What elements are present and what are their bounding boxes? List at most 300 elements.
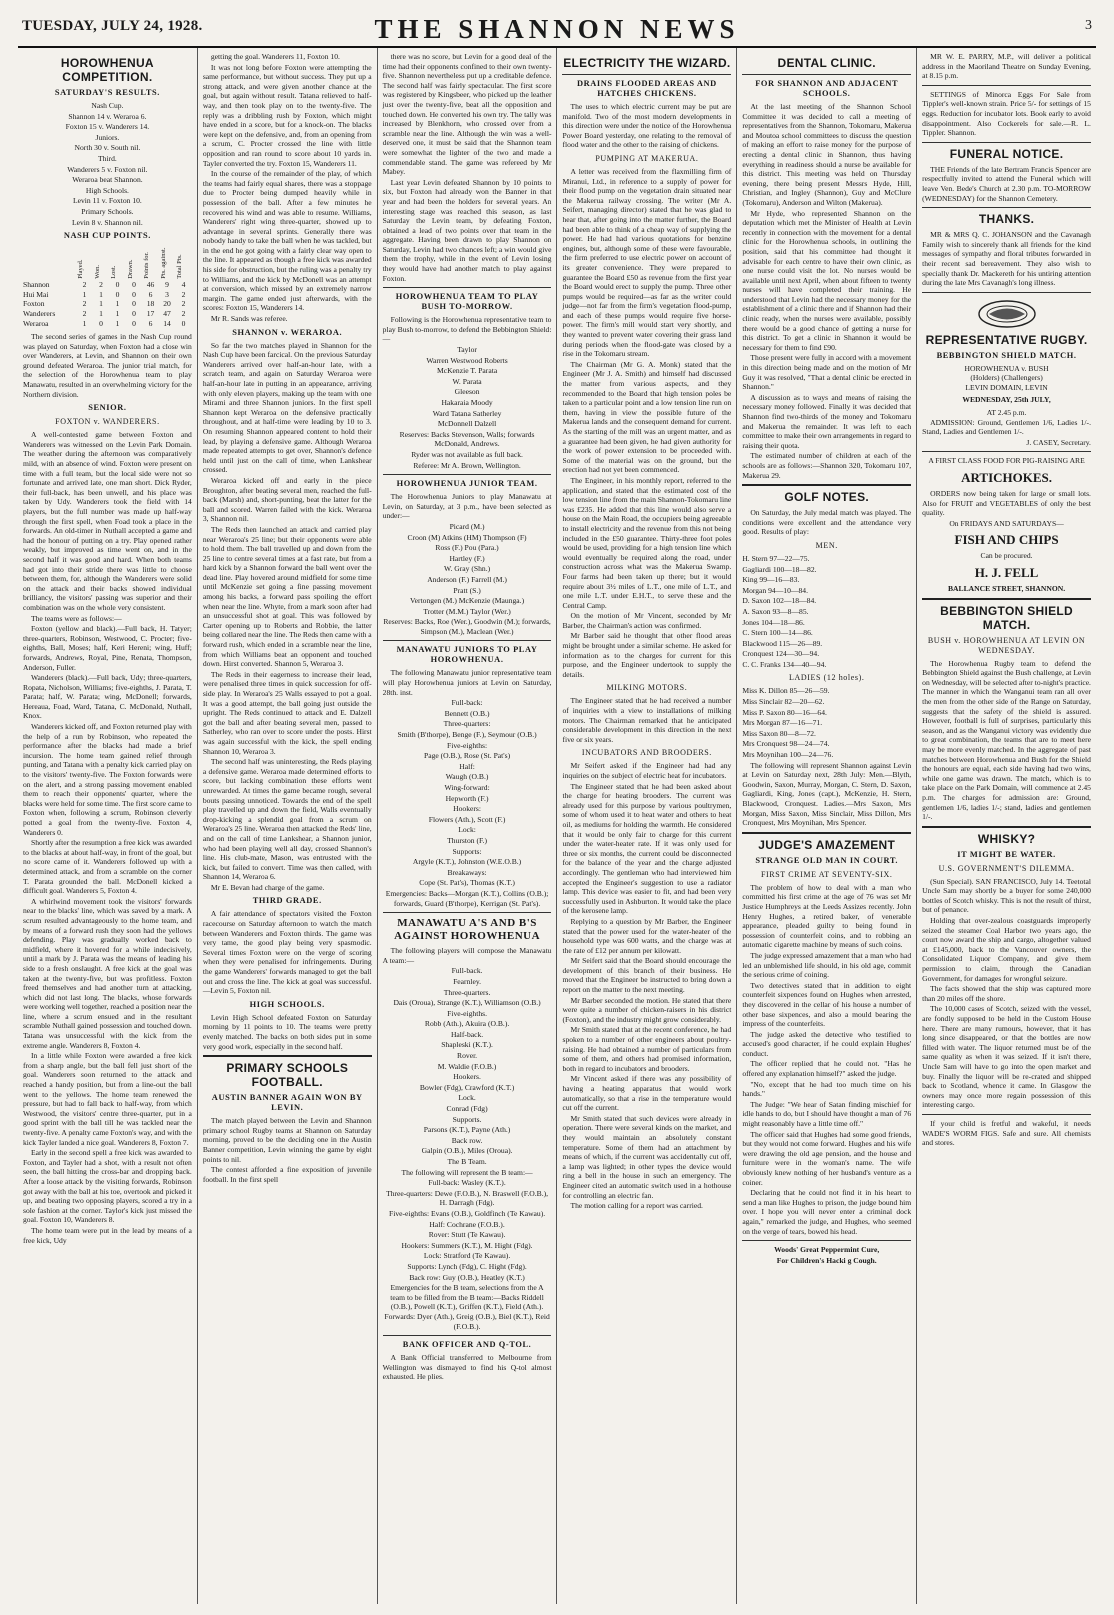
table-cell: Shannon: [23, 280, 50, 290]
team-line: Galpin (O.B.), Miles (Oroua).: [421, 1146, 513, 1156]
team-line: Wing-forward:: [444, 783, 490, 792]
score-line: H. Stern 97—22—75.: [742, 553, 810, 563]
procured-text: Can be procured.: [980, 551, 1033, 561]
table-header: [93, 244, 110, 280]
orders-text: ORDERS now being taken for large or small lots. Also for FRUIT and VEGETABLES of only the best quality.: [922, 489, 1091, 518]
table-cell: 0: [132, 318, 136, 328]
team-line: Flowers (Ath.), Scott (F.): [428, 814, 506, 824]
paragraph: Holding that over-zealous coastguards improperly seized the steamer Coal Harbor two years ago, the court now award the ship and cargo, altogether valued at £145,000, back to the Vancouver owners, the Consolidated Liquor Company, and give them permission to claim, through the Canadian Government, for damages for wrongful seizure.: [922, 916, 1091, 983]
headline-judges-amazement: JUDGE'S AMAZEMENT: [758, 837, 896, 852]
table-cell: 0: [115, 280, 120, 290]
subhead-austin-banner: AUSTIN BANNER AGAIN WON BY LEVIN.: [211, 1093, 363, 1113]
golf-intro: On Saturday, the July medal match was played. The conditions were excellent and the attendance very good. Results of play:: [742, 508, 912, 537]
table-cell: 0: [132, 289, 136, 299]
paragraph: The uses to which electric current may be put are manifold. Two of the most modern developments in this direction were under the notice of the Horowhenua Power Board yesterday, one relating to the removal of flood water and the other to the raising of chickens.: [562, 102, 732, 150]
paragraph: Mr Smith stated that at the recent conference, he had spoken to a number of other engineers about poultry-raising. He had obtained a number of particulars from some of them, and others had promised information, both in regard to incubators and brooders.: [562, 1025, 732, 1073]
paragraph: The 10,000 cases of Scotch, seized with the vessel, are fondly supposed to be held in the Custom House here. There are many rumours, however, that it has long since disappeared, or that the bottles are now filled with water. The liquor returned must be of the same quality as when it was seized. If it isn't there, Uncle Sam will have to go into the open market and buy. Finally the liquor will be re-crated and shipped back to Scotland, whence it came. In Glasgow the owners may once more regain possession of this interesting cargo.: [922, 1004, 1091, 1110]
team-line: Five-eighths:: [447, 740, 488, 750]
subhead-ladies: LADIES (12 holes).: [788, 673, 865, 683]
score-line: C. Stern 100—14—86.: [742, 628, 813, 638]
fell-name: H. J. FELL: [974, 565, 1039, 580]
team-line: Full-back.: [451, 966, 483, 976]
whisky-report: [922, 877, 1091, 1110]
team-line: Anderson (F.) Farrell (M.): [427, 574, 507, 584]
headline-whisky: WHISKY?: [977, 831, 1036, 846]
table-cell: 47: [163, 308, 171, 318]
table-cell: 0: [132, 308, 136, 318]
table-cell: 0: [132, 280, 136, 290]
result-line: Primary Schools.: [81, 206, 134, 216]
ad-line: For Children's Hacki g Cough.: [776, 1255, 877, 1265]
result-line: Juniors.: [95, 132, 120, 142]
issue-date: TUESDAY, JULY 24, 1928.: [22, 18, 203, 34]
paragraph: Mr Hyde, who represented Shannon on the deputation which met the Minister of Health at Levin recently in connection with the movement for a dental clinic for the Horowhenua schools, in outlining the position, said that his committee had thought it advisable for each centre to have their own clinic, as one nurse could visit the lot. No nurses would be available until next April, when about fifteen to twenty nurses will have completed their training. He understood that Levin had the necessary money for the establishment of a clinic there and if Shannon had their clinic ready, when the nurses were available, possibly there would be a good chance of getting a nurse for this district. To get a clinic in Shannon it would be necessary for them to find £90.: [742, 208, 912, 352]
team-line: Supports.: [452, 1114, 482, 1124]
subhead-us-dilemma: U.S. GOVERNMENT'S DILEMMA.: [938, 863, 1075, 873]
team-line: Three-quarters:: [443, 719, 491, 729]
table-cell: 17: [146, 308, 155, 318]
paragraph: The Reds in their eagerness to increase their lead, were penalised three times in quick succession for off-side play. In Weraroa's 25 Walls essayed to pot a goal. It was a good attempt, the ball going just outside the upright. The Reds continued to attack and E. Dalzell got the ball and after beating several men, passed to Satherley, who ran over to score under the posts. Hirst was again successful with the kick, the spell ending Shannon 10, Weraroa 3.: [202, 669, 372, 756]
subhead-nash-cup-points: NASH CUP POINTS.: [63, 231, 151, 241]
rugby-admission: ADMISSION: Ground, Gentlemen 1/6, Ladies 1/-. Stand, Ladies and Gentlemen 1/-.: [922, 417, 1091, 437]
paragraph: The officer said that Hughes had some good friends, but they would not come forward. Hughes and his wife were drawing the old age pension, and the house and furniture were in the woman's name. The wife obviously knew nothing of her husband's venture as a coiner.: [742, 1129, 912, 1187]
golf-team-list: The following will represent Shannon against Levin at Levin on Saturday next, 28th July: Men.—Blyth, Goodwin, Saxon, Murray, Morgan, C. Stern, D. Saxon, Gagliardi, King, Jones (capt.), McKenzie, H. Stern, Blackwood, Cronquest. Ladies.—Mrs Saxon, Mrs Morgan, Miss Saxon, Miss Sinclair, Miss Dillon, Mrs Cronquest, Mrs Moynihan, Mrs Spencer.: [742, 760, 912, 828]
table-header-label: Lost.: [110, 265, 118, 279]
milking-report: [562, 696, 731, 744]
table-header: [126, 244, 143, 280]
divider: [203, 1055, 372, 1057]
paragraph: The problem of how to deal with a man who committed his first crime at the age of 76 was set Mr Justice Humphreys at the Leeds Assizes recently. John Henry Hughes, a retired baker, of venerable appearance, pleaded guilty to being found in possession of counterfeit coins, and to robbing an automatic cigarette machine by means of such coins.: [742, 882, 912, 950]
funeral-notice-text: THE Friends of the late Bertram Francis Spencer are respectfully invited to attend the Funeral which will leave Ven. Bede's Church at 2.30 p.m. TO-MORROW (WEDNESDAY) for the Shannon Cemetery.: [922, 164, 1091, 203]
rugby-match: HOROWHENUA v. BUSH: [964, 363, 1049, 373]
junior-team-intro: The Horowhenua Juniors to play Manawatu at Levin, on Saturday, at 3 p.m., have been selected as under:—: [382, 492, 552, 521]
rugby-date: WEDNESDAY, 25th JULY,: [962, 395, 1051, 405]
table-cell: 6: [148, 289, 153, 299]
headline-electricity-wizard: ELECTRICITY THE WIZARD.: [563, 56, 731, 70]
score-line: C. C. Franks 134—40—94.: [742, 659, 827, 669]
score-line: Miss P. Saxon 80—16—64.: [742, 707, 827, 717]
table-cell: 0: [115, 289, 120, 299]
article-body: [23, 430, 192, 1245]
divider: [922, 207, 1091, 208]
ad-line: Woods' Great Peppermint Cure,: [774, 1245, 880, 1255]
headline-manawatu-a-b: MANAWATU A'S AND B'S AGAINST HOROWHENUA: [394, 917, 541, 943]
team-line: Warren Westwood Roberts: [426, 355, 508, 365]
team-line: Hakaraia Moody: [441, 398, 493, 407]
score-line: Morgan 94—10—84.: [742, 585, 808, 595]
bush-team-intro: Following is the Horowhenua representative team to play Bush to-morrow, to defend the Bebbington Shield:—: [382, 315, 552, 344]
shield-report: The Horowhenua Rugby team to defend the Bebbington Shield against the Bush challenge, at Levin on Wednesday, will be selected after to-night's practice. The manner in which the Wanganui team ran all over the men from the other side of the Range on Saturday, suggests that the safety of the shield is assured. However, football is full of surprises, particularly this season, and as the Wanganui victory was evidently due to great combination, the teams that are to meet here may be more evenly matched. In the aggregate of past matches between Horowhenua and Bush for the Shield the honours are equal, each side having had two wins, while one game was drawn. The match, which is to take place on the Park Domain, will commence at 2.45 p.m. The charges for admission are: Ground, gentlemen 1/6, ladies 1/-; stand, ladies and gentlemen 1/-.: [922, 658, 1091, 822]
headline-dental-clinic: DENTAL CLINIC.: [777, 56, 876, 70]
team-line: The following will represent the B team:—: [401, 1167, 533, 1177]
paragraph: "No, except that he had too much time on his hands.": [742, 1079, 912, 1099]
team-line: Ward Tatana Satherley: [432, 408, 502, 418]
wade-worm-figs-ad: If your child is fretful and wakeful, it needs WADE'S WORM FIGS. Safe and sure. All chemists and stores.: [922, 1118, 1091, 1148]
result-line: Levin 11 v. Foxton 10.: [72, 196, 142, 206]
subhead-drains-flooded: DRAINS FLOODED AREAS AND HATCHES CHICKENS.: [576, 79, 717, 98]
table-cell: 2: [82, 299, 87, 309]
rugby-roles: (Holders) (Challengers): [970, 373, 1043, 383]
team-line: Hookers:: [453, 804, 481, 814]
team-line: Hookers.: [453, 1072, 481, 1082]
team-line: Half-back.: [450, 1029, 484, 1039]
divider: [742, 832, 911, 834]
paragraph: (Sun Special). SAN FRANCISCO, July 14. Teetotal Uncle Sam may shortly be a buyer for some 240,000 bottles of Scotch whisky. This is not the result of thirst, but of penance.: [922, 876, 1091, 915]
team-line: Fearnley.: [453, 976, 482, 986]
table-row: [23, 290, 192, 300]
article-body-continued: [203, 52, 372, 324]
primary-report-continued: [383, 52, 552, 283]
table-cell: 46: [146, 280, 155, 290]
team-line: Full-back:: [451, 698, 483, 708]
headline-primary-schools-football: PRIMARY SCHOOLS FOOTBALL.: [226, 1061, 349, 1090]
table-header-label: Played.: [77, 259, 85, 279]
paragraph: Last year Levin defeated Shannon by 10 points to six, but Foxton had already won the Banner in that year and had been the holders for several years. An interesting stage was reached this season, as last Saturday the Levin team, by defeating Foxton, obtained a lead of two points over that team in the aggregate. Having been drawn to play Shannon on Saturday, Levin had two chances left; a win would give them the trophy, while in the event of Levin losing they would have had another match to play against Foxton.: [382, 177, 552, 283]
result-line: Levin 8 v. Shannon nil.: [72, 217, 143, 227]
paragraph: It was not long before Foxton were attempting the same performance, but without success. They put up a strong attack, and were given another chance at the goal, but again without result. Tatana relieved to half-way, and then took play on to the twenty-five. The reply was a dribbling rush by Foxton, which might have ended in a score, but for a knock-on. The blacks were kept on the defensive, and, from an opening from a scrum, C. Procter crossed the line with little opposition and ran round to score about 10 yards in. Tayler converted the try. Foxton 15, Wanderers 11.: [202, 62, 372, 168]
score-line: Blackwood 115—26—89.: [742, 638, 823, 648]
electricity-intro: [562, 102, 731, 150]
paragraph: On the motion of Mr Vincent, seconded by Mr Barber, the Chairman's action was confirmed.: [562, 611, 732, 630]
paragraph: The motion calling for a report was carried.: [570, 1201, 703, 1211]
divider: [922, 451, 1091, 452]
team-line: The B Team.: [447, 1157, 487, 1166]
paragraph: The Chairman (Mr G. A. Monk) stated that the Engineer (Mr J. A. Smith) and himself had discussed the matter from various aspects, and they recommended to the Board that high tension poles be taken to a particular point and a low tension line run on them, having in view the possible future of the Makerua lands and the consequent demand for current. As the starting of the mill was an urgent matter, and as a guarantee had been given, he had given authority for the work of power extension to be proceeded with. Some of the material was on the ground, but the erection had not yet been commenced.: [562, 359, 732, 475]
paragraph: Early in the second spell a free kick was awarded to Foxton, and Tayler had a shot, with a result not often seen, the ball hitting the cross-bar and dropping back. After a loose attack by the visiting forwards, Robinson got away with the ball at his toe, overtook and picked it up, and beating two opposing players, scored a try in a sole fashion at the corner. Taylor's kick just missed the goal. Foxton 10, Wanderers 8.: [23, 1148, 192, 1225]
team-line: Page (O.B.), Rose (St. Pat's): [423, 751, 511, 761]
paragraph: The estimated number of children at each of the schools are as follows:—Shannon 320, Tokomaru 107, Makerua 29.: [742, 451, 912, 480]
table-cell: 4: [181, 280, 186, 290]
table-header: [142, 244, 159, 280]
table-header: [109, 244, 126, 280]
team-line: Reserves: Backs Stevenson, Walls; forwards McDonald, Andrews.: [399, 429, 535, 449]
team-line: McKenzie T. Parata: [436, 366, 498, 376]
column-6: [917, 48, 1096, 1604]
parry-notice: MR W. E. PARRY, M.P., will deliver a political address in the Maoriland Theatre on Sunday Evening, at 8.15 p.m.: [922, 52, 1091, 81]
team-line: Picard (M.): [449, 521, 485, 531]
paragraph: Mr Smith stated that such devices were already in operation. There were several kinds on the market, and they would maintain an absolutely constant temperature. Some of them had an attachment by means of which, if the current was accidentally cut off, a lamp was lighted; in other types the device would ring a bell in the house in such an emergency. The Engineer cited an automatic switch used in a hothouse for controlling an electric fan.: [562, 1113, 732, 1200]
minorca-eggs-ad: SETTINGS of Minorca Eggs For Sale from Tippler's well-known strain. Price 5/- for settings of 15 eggs. Reduction for incubator lots. Book early to avoid disappointment. Also Cockerels for sale.—R. L. Tippler. Shannon.: [922, 89, 1091, 138]
subhead-men: MEN.: [815, 540, 838, 550]
team-line: Parsons (K.T.), Payne (Ath.): [423, 1125, 511, 1135]
judge-report: [742, 883, 911, 1236]
manawatu-juniors-list: [383, 698, 552, 908]
divider: [922, 598, 1091, 600]
result-line: Weraroa beat Shannon.: [72, 175, 143, 185]
table-cell: 2: [82, 308, 87, 318]
team-line: Lock:: [458, 825, 476, 835]
divider: [742, 484, 911, 486]
table-cell: 1: [82, 318, 87, 328]
nash-cup-points-table: [23, 244, 192, 328]
subhead-third-grade: THIRD GRADE.: [252, 896, 322, 906]
paragraph: Mr Barber seconded the motion. He stated that there were quite a number of chicken-raisers in his district (Foxton), and the industry might grow considerably.: [562, 995, 732, 1024]
score-line: Miss K. Dillon 85—26—59.: [742, 686, 830, 696]
table-cell: 2: [181, 308, 186, 318]
paragraph: In a little while Foxton were awarded a free kick from a sharp angle, but the ball fell just short of the goal. Wanderers soon returned to the attack and reached a handy position, but from a line-out the ball went to the yellows. The home team renewed the pressure, but had to fall back to half-way, from which Westwood, the visitors' centre three-quarter, put in a good sprint with the ball till he was tackled near the twenty-five. A penalty came Foxton's way, and with the kick Tayler landed a nice goal. Wanderers 8, Foxton 7.: [23, 1051, 192, 1147]
table-header: [159, 244, 176, 280]
bank-officer-text: A Bank Official transferred to Melbourne from Wellington was dismayed to find his Q-tol almost exhausted. He plies.: [382, 1353, 552, 1382]
table-cell: Foxton: [23, 299, 45, 309]
results-list: [23, 101, 192, 227]
rugby-venue: LEVIN DOMAIN, LEVIN: [965, 382, 1048, 392]
paragraph: The judge expressed amazement that a man who had led an unblemished life should, in his old age, commit the serious crime of coining.: [742, 950, 912, 980]
team-line: McDonnell Dalzell: [437, 419, 497, 429]
team-line: Lock: Stratford (Te Kawau).: [423, 1251, 511, 1261]
subhead-saturdays-results: SATURDAY'S RESULTS.: [54, 88, 160, 97]
result-line: Third.: [98, 153, 117, 163]
team-line: Cope (St. Pat's), Thomas (K.T.): [419, 878, 515, 888]
artichokes-heading: ARTICHOKES.: [961, 470, 1053, 486]
table-cell: 0: [99, 318, 103, 328]
table-header-label: Points for.: [143, 251, 151, 279]
shannon-weraroa-report: [203, 341, 372, 893]
team-line: Supports: Lynch (Fdg), C. Hight (Fdg).: [407, 1261, 527, 1271]
column-1: [18, 48, 198, 1604]
team-line: Breakaways:: [447, 867, 487, 877]
table-cell: 2: [181, 299, 186, 309]
table-cell: 1: [99, 289, 103, 299]
table-cell: 1: [99, 299, 103, 309]
table-header-label: Won.: [93, 264, 101, 279]
paragraph: In the course of the remainder of the play, of which the teams had fairly equal shares, there was a stoppage due to Procter being dumped heavily while in possession of the ball. After a few minutes he recovered his wind and was able to resume. Williams, Wanderers' right wing three-quarter, showed up to advantage in several sprints. Generally there was nobody handy to take the ball when he was tackled, but in the end he got going with a fairly clear way open to the line. It appeared as though a free kick was awarded his side for obstruction, but the ruling was a penalty try to Williams, and the kick by McDonell was an attempt at conversion, which missed by an extremely narrow margin. The game ended just afterwards, with the scores: Foxton 15, Wanderers 14.: [202, 169, 372, 313]
column-2: [198, 48, 378, 1604]
team-line: Back row: Guy (O.B.), Heatley (K.T.): [409, 1272, 525, 1282]
team-line: W. Parata: [452, 376, 482, 386]
paragraph: Wanderers kicked off, and Foxton returned play with the help of a run by Robinson, who repeated the performance after the blacks had made a brief incursion. The home team gained relief through punting, and Tatana with a penalty kick carried play on to the visitors' twenty-five. The Foxton forwards were on the alert, and a strong passing movement enabled them to reach their opponents' quarter, where the blacks were held for some time. The first score came to Foxton when, following a scrum, Robinson cleverly potted a goal from the twenty-five. Foxton 4, Wanderers 0.: [23, 722, 192, 837]
team-line: Emergencies: Backs—Morgan (K.T.), Collins (O.B.); forwards, Guard (B'thorpe), Kerrigan (St. Pat's).: [385, 888, 549, 908]
score-line: King 99—16—83.: [742, 575, 800, 585]
thanks-text: MR & MRS Q. C. JOHANSON and the Cavanagh Family wish to sincerely thank all friends for the kind messages of sympathy and floral tributes forwarded in their recent sad bereavement. They also wish to specially thank Dr. Mackereth for his untiring attention during the late Mrs Cavanagh's long illness.: [922, 230, 1091, 288]
team-line: Emergencies for the B team, selections from the A team to be filled from the B team:—Backs Riddell (O.B.), Powell (K.T.), Griffen (K.T.), Field (Ath.). Forwards: Dyer (Ath.), Greig (O.B.), Biel (K.T.), Reid (F.O.B.).: [384, 1283, 550, 1331]
heading-thanks: THANKS.: [978, 212, 1035, 227]
team-line: Three-quarters.: [443, 987, 491, 997]
table-header-label: Drawn.: [126, 259, 134, 279]
table-row: [23, 309, 192, 319]
paragraph: Mr E. Bevan had charge of the game.: [210, 882, 325, 892]
primary-schools-report: [203, 1116, 372, 1184]
table-cell: 18: [146, 299, 155, 309]
team-line: Smith (B'thorpe), Benge (F.), Seymour (O.B.): [397, 730, 537, 740]
team-line: Ross (F.) Pou (Para.): [435, 543, 499, 553]
team-line: Hookers: Summers (K.T.), M. Hight (Fdg).: [401, 1240, 533, 1250]
paragraph: At the last meeting of the Shannon School Committee it was decided to call a meeting of representatives from the Shannon, Tokomaru, Makerua and Moutoa school committees to discuss the question of making an effort to raise money for the purpose of erecting a dental clinic in Shannon, thus having everything in readiness should a nurse be available for this district. This meeting was held on Thursday evening, there being present Messrs Hyde, Hill, Christian, and Ingley (Shannon), Guy and McClure (Tokomaru), Anderson and Wilton (Makerua).: [742, 102, 912, 207]
paragraph: The officer replied that he could not. "Has he offered any explanation himself?" asked the judge.: [742, 1059, 912, 1079]
score-line: Gagliardi 100—18—82.: [742, 564, 817, 574]
divider: [383, 912, 552, 913]
table-cell: 1: [82, 289, 87, 299]
paragraph: The facts showed that the ship was captured more than 20 miles off the shore.: [922, 984, 1091, 1003]
newspaper-title: THE SHANNON NEWS: [374, 14, 740, 44]
woods-peppermint-ad: [742, 1245, 911, 1265]
page-number: 3: [1085, 18, 1092, 33]
paragraph: The Engineer stated that he had received a number of inquiries with a view to installations of milking motors. The Chairman remarked that he anticipated considerable development in this direction in the next five or six years.: [562, 696, 732, 744]
subhead-incubators: INCUBATORS AND BROODERS.: [581, 748, 712, 758]
table-cell: 2: [181, 289, 186, 299]
column-4: [557, 48, 737, 1604]
score-line: Miss Sinclair 82—20—62.: [742, 697, 825, 707]
team-line: Half:: [459, 761, 475, 771]
high-schools-report: Levin High School defeated Foxton on Saturday morning by 11 points to 10. The teams were pretty evenly matched. The backs on both sides put in some very good work, especially in the second half.: [202, 1012, 372, 1051]
pumping-report: [562, 167, 731, 679]
rugby-subhead: BEBBINGTON SHIELD MATCH.: [936, 350, 1077, 360]
headline-golf-notes: GOLF NOTES.: [784, 490, 870, 505]
manawatu-a-intro: The following players will compose the Manawatu A team:—: [382, 946, 552, 965]
paragraph: The contest afforded a fine exposition of juvenile football. In the first spell: [202, 1165, 372, 1184]
table-cell: 0: [181, 318, 186, 328]
headline-manawatu-juniors: MANAWATU JUNIORS TO PLAY HOROWHENUA.: [396, 645, 538, 665]
divider: [562, 74, 731, 75]
paragraph: getting the goal. Wanderers 11, Foxton 10.: [210, 52, 340, 61]
score-line: Mrs Cronquest 98—24—74.: [742, 739, 830, 749]
score-line: A. Saxon 93—8—85.: [742, 606, 809, 616]
paragraph: Mr R. Sands was referee.: [210, 314, 288, 324]
team-line: Referee: Mr A. Brown, Wellington.: [413, 460, 521, 470]
result-line: North 30 v. South nil.: [74, 143, 141, 153]
paragraph: Mr Seifert asked if the Engineer had had any inquiries on the subject of electric heat for incubators.: [562, 761, 732, 780]
result-line: Shannon 14 v. Weraroa 6.: [68, 111, 147, 121]
team-line: Three-quarters: Dewe (F.O.B.), N. Braswell (F.O.B.), H. Darragh (Fdg).: [386, 1188, 549, 1208]
score-line: D. Saxon 102—18—84.: [742, 596, 817, 606]
divider: [742, 1240, 911, 1241]
subhead-pumping-makerua: PUMPING AT MAKERUA.: [595, 153, 699, 163]
team-line: Half: Cochrane (F.O.B.).: [429, 1219, 505, 1229]
team-line: Rover: Stutt (Te Kawau).: [428, 1230, 506, 1240]
heading-representative-rugby: REPRESENTATIVE RUGBY.: [925, 332, 1088, 347]
table-cell: 1: [99, 308, 103, 318]
pig-food-ad: A FIRST CLASS FOOD FOR PIG-RAISING ARE: [928, 456, 1085, 466]
third-grade-report: A fair attendance of spectators visited the Foxton racecourse on Saturday afternoon to watch the match between Wanderers and Foxton thirds. The game was very tame, the good play being very spasmodic. Several times Foxton were on the verge of scoring when they were penalised for infringements. During the game Wanderers' forwards managed to get the ball out and cross the line. The kick at goal was successful.—Levin 5, Foxton nil.: [202, 909, 372, 996]
team-line: Croon (M) Atkins (HM) Thompson (F): [407, 532, 527, 542]
paragraph: there was no score, but Levin for a good deal of the time had their opponents confined to their own twenty-five. Shannon nevertheless put up a creditable defence. The second half was fairly spectacular. The first score was registered by Kingsbeer, who picked up the leather just over the twenty-five, beat all the opposition and touched down. He converted his own try. The tally was increased by Blenkhorn, who crossed over from a scramble near the line. Although the win was a well-deserved one, it must be said that the Shannon team were somewhat the lighter of the two and made a commendable stand. The game was refereed by Mr Mabey.: [382, 52, 552, 177]
score-line: Cronquest 124—30—94.: [742, 649, 820, 659]
team-line: Hartley (F.): [449, 553, 485, 563]
heading-funeral-notice: FUNERAL NOTICE.: [949, 146, 1064, 161]
team-line: Hepworth (F.): [445, 793, 489, 803]
divider: [383, 1335, 552, 1336]
team-line: Rover.: [457, 1051, 478, 1061]
score-line: Jones 104—18—86.: [742, 617, 805, 627]
table-cell: 1: [115, 308, 120, 318]
headline-horowhenua-team-bush: HOROWHENUA TEAM TO PLAY BUSH TO-MORROW.: [395, 292, 539, 312]
result-line: Wanderers 5 v. Foxton nil.: [67, 164, 148, 174]
team-line: Five-eighths: Evans (O.B.), Goldfinch (Te Kawau).: [388, 1208, 546, 1218]
team-line: Vertongen (M.) McKenzie (Maunga.): [410, 596, 525, 606]
paragraph: Shortly after the resumption a free kick was awarded to the blacks at about half-way, in front of the goal, but no score came of it. Wanderers followed up with a determined attack, and from a scramble on the corner T. Parata grounded the ball. McDonell kicked a difficult goal. Wanderers 5, Foxton 4.: [23, 838, 192, 896]
team-line: Reserves: Backs, Roe (Wer.), Goodwin (M.); forwards, Simpson (M.), Maclean (Wer.): [383, 617, 551, 636]
rugby-secretary: J. CASEY, Secretary.: [1026, 437, 1091, 447]
bush-team-list: [383, 345, 552, 470]
divider: [383, 474, 552, 475]
paragraph: Wanderers (black).—Full back, Udy; three-quarters, Ropata, Nicholson, Williams; five-eighths, J. Parata, T. Parata; half, W. Parata; wing, McDonell; forwards, Hereaua, Foad, Ward, Tatana, C. McDonald, Nuthall, Knox.: [23, 673, 192, 721]
headline-horowhenua-competition: HOROWHENUA COMPETITION.: [60, 56, 154, 84]
team-line: Argyle (K.T.), Johnston (W.E.O.B.): [412, 857, 522, 867]
manawatu-ab-list: [383, 966, 552, 1331]
table-cell: Weraroa: [23, 318, 49, 328]
rugby-time: AT 2.45 p.m.: [986, 408, 1027, 418]
ladies-scores: [742, 686, 911, 759]
team-line: Full-back: Wasley (K.T.).: [428, 1178, 506, 1188]
table-cell: 3: [165, 289, 169, 299]
incubators-report: [562, 761, 731, 1210]
paragraph: The judge asked the detective who testified to accused's good character, if he could explain Hughes' conduct.: [742, 1029, 912, 1058]
paragraph: The Engineer, in his monthly report, referred to the application, and stated that the estimated cost of the low tension line from the main Shannon-Tokomaru line was £235. He added that this line would also serve a house on the Main Road, the occupiers being agreeable to install electricity and the revenue from this not being included in the £50 guarantee. Thirty-three foot poles would be used, providing for a high tension line which would eventually be required along the road, under construction across what was the Makerua Swamp. Four farms had been taken up there; but it would require about 3½ miles of L.T., one mile of L.T., and one mile L.T. under E.H.T., to serve these and the Central Camp.: [562, 475, 732, 610]
paragraph: Weraroa kicked off and early in the piece Broughton, after beating several men, reached the full-back (Marsh) and, short-punting, beat the latter for the ball and scored. Warren failed with the kick. Weraroa 3, Shannon nil.: [202, 475, 372, 524]
column-5: [737, 48, 917, 1604]
paragraph: Declaring that he could not find it in his heart to send a man like Hughes to prison, the judge bound him over. I hope you will never enter a criminal dock again," remarked the judge, and Hughes, who seemed on the verge of tears, bowed his head.: [742, 1188, 912, 1236]
table-cell: 0: [132, 299, 136, 309]
team-line: Trotter (M.M.) Taylor (Wer.): [423, 606, 511, 616]
men-scores: [742, 554, 911, 670]
team-line: Dais (Oroua), Strange (K.T.), Williamson (O.B.): [393, 998, 541, 1008]
subhead-milking-motors: MILKING MOTORS.: [606, 683, 688, 693]
table-header: [76, 244, 93, 280]
article-intro: The second series of games in the Nash Cup round was played on Saturday, when Foxton had a close win over Wanderers, at Levin, and Shannon on their own ground defeated Weraroa. The junior trial match, for the selection of the Horowhenua team to play Manawatu, resulted in an overwhelming victory for the Northern division.: [23, 332, 192, 399]
manawatu-juniors-intro: The following Manawatu junior representative team will play Horowhenua juniors at Levin on Saturday, 28th. inst.: [382, 668, 552, 697]
paragraph: The second half was uninteresting, the Reds playing a defensive game. Weraroa made determined efforts to score, but lacking combination these efforts went unrewarded. At times the game became rough, several bouts passing unnoticed. Towards the end of the spell play travelled up and down the field, Walls eventually drop-kicking a splendid goal from a scrum on Weraroa's 25 line. Weraroa then attacked the Reds' line, and on the call of time Lankshear, a Shannon junior, who had been playing well all day, crossed Shannon's line. His club-mate, Mason, was entrusted with the kick, but failed to convert. Time was then called, with Shannon 14, Weraroa 6.: [202, 757, 372, 882]
team-line: Pratt (S.): [453, 585, 481, 595]
paragraph: Mr Vincent asked if there was any possibility of having a heating apparatus that would work automatically, so that a rise in the temperature would cut off the current.: [562, 1074, 732, 1113]
divider: [383, 287, 552, 288]
paragraph: The home team were put in the lead by means of a free kick, Udy: [23, 1225, 192, 1245]
divider: [922, 142, 1091, 143]
paragraph: Mr Barber said he thought that other flood areas might be brought under a similar scheme. He asked for information as to the charges for current for this purpose, and the Engineer undertook to supply the details.: [562, 631, 732, 679]
team-line: M. Waldie (F.O.B.): [437, 1061, 497, 1071]
table-cell: 20: [163, 299, 171, 309]
table-cell: 2: [82, 280, 87, 290]
divider: [742, 74, 911, 75]
table-header-label: Pts. against.: [159, 247, 167, 279]
team-line: Lock.: [458, 1093, 476, 1103]
team-line: Ryder was not available as full back.: [411, 449, 523, 459]
table-row: [23, 299, 192, 309]
fell-address: BALLANCE STREET, SHANNON.: [947, 584, 1066, 593]
subhead-might-be-water: IT MIGHT BE WATER.: [957, 849, 1056, 859]
subhead-high-schools: HIGH SCHOOLS.: [249, 999, 325, 1009]
paragraph: Those present were fully in accord with a movement in this direction being made and on the motion of Mr Guy it was resolved, "That a dental clinic be erected in Shannon.": [742, 353, 912, 392]
table-cell: 14: [163, 318, 171, 328]
paragraph: So far the two matches played in Shannon for the Nash Cup have been farcical. On the previous Saturday Wanderers arrived over half-an-hour late, with a scratch team, and again on Saturday Weraroa were half-an-hour late in putting in an appearance, arriving with only eleven players, making up the team with one Mirami and three Shannon juniors. In the first spell Shannon kept Weraroa on the defensive practically throughout, and at half-time were leading by 10 to 3. On resuming Shannon appeared content to hold their lead, by playing a defensive game. Although Weraroa made repeated attempts to get over, Shannon's defence held until just on the call of time, when Lankshear crossed.: [202, 340, 372, 475]
subhead-first-crime: FIRST CRIME AT SEVENTY-SIX.: [760, 869, 893, 879]
headline-horowhenua-junior-team: HOROWHENUA JUNIOR TEAM.: [396, 479, 538, 489]
paragraph: Replying to a question by Mr Barber, the Engineer stated that the power used for the water-heater of the household type was 600 watts, and the charge was at the rate of £12 per annum per kilowatt.: [562, 916, 732, 955]
table-cell: 9: [165, 280, 169, 290]
team-line: Conrad (Fdg): [446, 1104, 488, 1114]
paragraph: A whirlwind movement took the visitors' forwards near to the blacks' line, which was saved by a mark. A scrum resulted advantageously to the home team, and by means of a forward rush they soon had the yellows defending. Play was gradually worked back to midfield, where it hovered for a while indecisively, until a mark by J. Parata was the means of leading his side to a fresh onslaught. A free kick at the goal was taken at the twenty-five, but was profitless. Foxton freed themselves and had another turn at attacking, which did not last long. The blacks, whose forwards were working well together, reached a position near the line, where a scrum ensued and in the resultant scramble Nuthall gained possession and touched down. Tatana was unsuccessful with the kick from the extreme angle. Wanderers 8, Foxton 4.: [23, 896, 192, 1050]
divider: [922, 85, 1091, 86]
table-cell: 6: [148, 318, 153, 328]
paragraph: A discussion as to ways and means of raising the necessary money followed. Finally it was decided that Shannon find two-thirds of the money and Tokomaru and Makerua the remainder. It was left to each committee to make their own arrangements in regard to raising their quota.: [742, 392, 912, 450]
score-line: Mrs Morgan 87—16—71.: [742, 718, 823, 728]
masthead: [18, 6, 1096, 48]
paragraph: Two detectives stated that in addition to eight counterfeit sixpences found on Hughes when arrested, they discovered in the cellar of his house a number of other base sixpences, and also a mould bearing the impress of the counterfeits.: [742, 980, 912, 1029]
result-line: High Schools.: [85, 185, 129, 195]
table-header: [175, 244, 192, 280]
paragraph: The Judge: "We hear of Satan finding mischief for idle hands to do, but I should have thought a man of 76 might reasonably have a little time off.": [742, 1099, 912, 1129]
column-3: [378, 48, 558, 1604]
paragraph: The match played between the Levin and Shannon primary school Rugby teams at Shannon on Saturday morning, proved to be the deciding one in the Austin Banner competition, Levin winning the game by eight points to nil.: [202, 1116, 372, 1164]
paragraph: The teams were as follows:—: [31, 613, 122, 623]
team-line: Five-eighths.: [447, 1008, 487, 1018]
team-line: Gleeson: [454, 387, 480, 397]
team-line: Thurston (F.): [447, 835, 488, 845]
paragraph: A well-contested game between Foxton and Wanderers was witnessed on the Levin Park Domain. The weather during the afternoon was comparatively mild, with an absence of wind. Foxton were present on time with a full team, but the local side were not so fortunate and arrived late, one man short. Dick Ryder, their full-back, has been unwell, and his place was taken by Udy. Wanderers took the field with 14 players, but the full number was made up half-way through the first spell, when Foad took a place in the forwards. An old-timer in Nuthall accepted a game and had the honour of putting on a try. Play opened rather weakly, but improved as time went on, and in the second half it was good and hard. When both teams had got into their stride there was little to choose between them, for, although the Wanderers were solid on the attack and their backs showed individual brilliancy, the visitors' passing was superior and their combination was on the whole very consistent.: [23, 430, 192, 612]
paragraph: Foxton (yellow and black).—Full back, H. Tatyer; three-quarters, Robinson, Westwood, C. Procter; five-eighths, Ball, Moses; half, Keri Hereni; wing, Huff; forwards, Andrews, Royal, Pine, Renata, Thompson, Anderson, Fuller.: [23, 624, 192, 672]
subhead-dental-schools: FOR SHANNON AND ADJACENT SCHOOLS.: [755, 79, 899, 98]
team-line: W. Gray (Shn.): [444, 564, 491, 574]
dental-clinic-report: [742, 102, 911, 480]
table-row: [23, 280, 192, 290]
